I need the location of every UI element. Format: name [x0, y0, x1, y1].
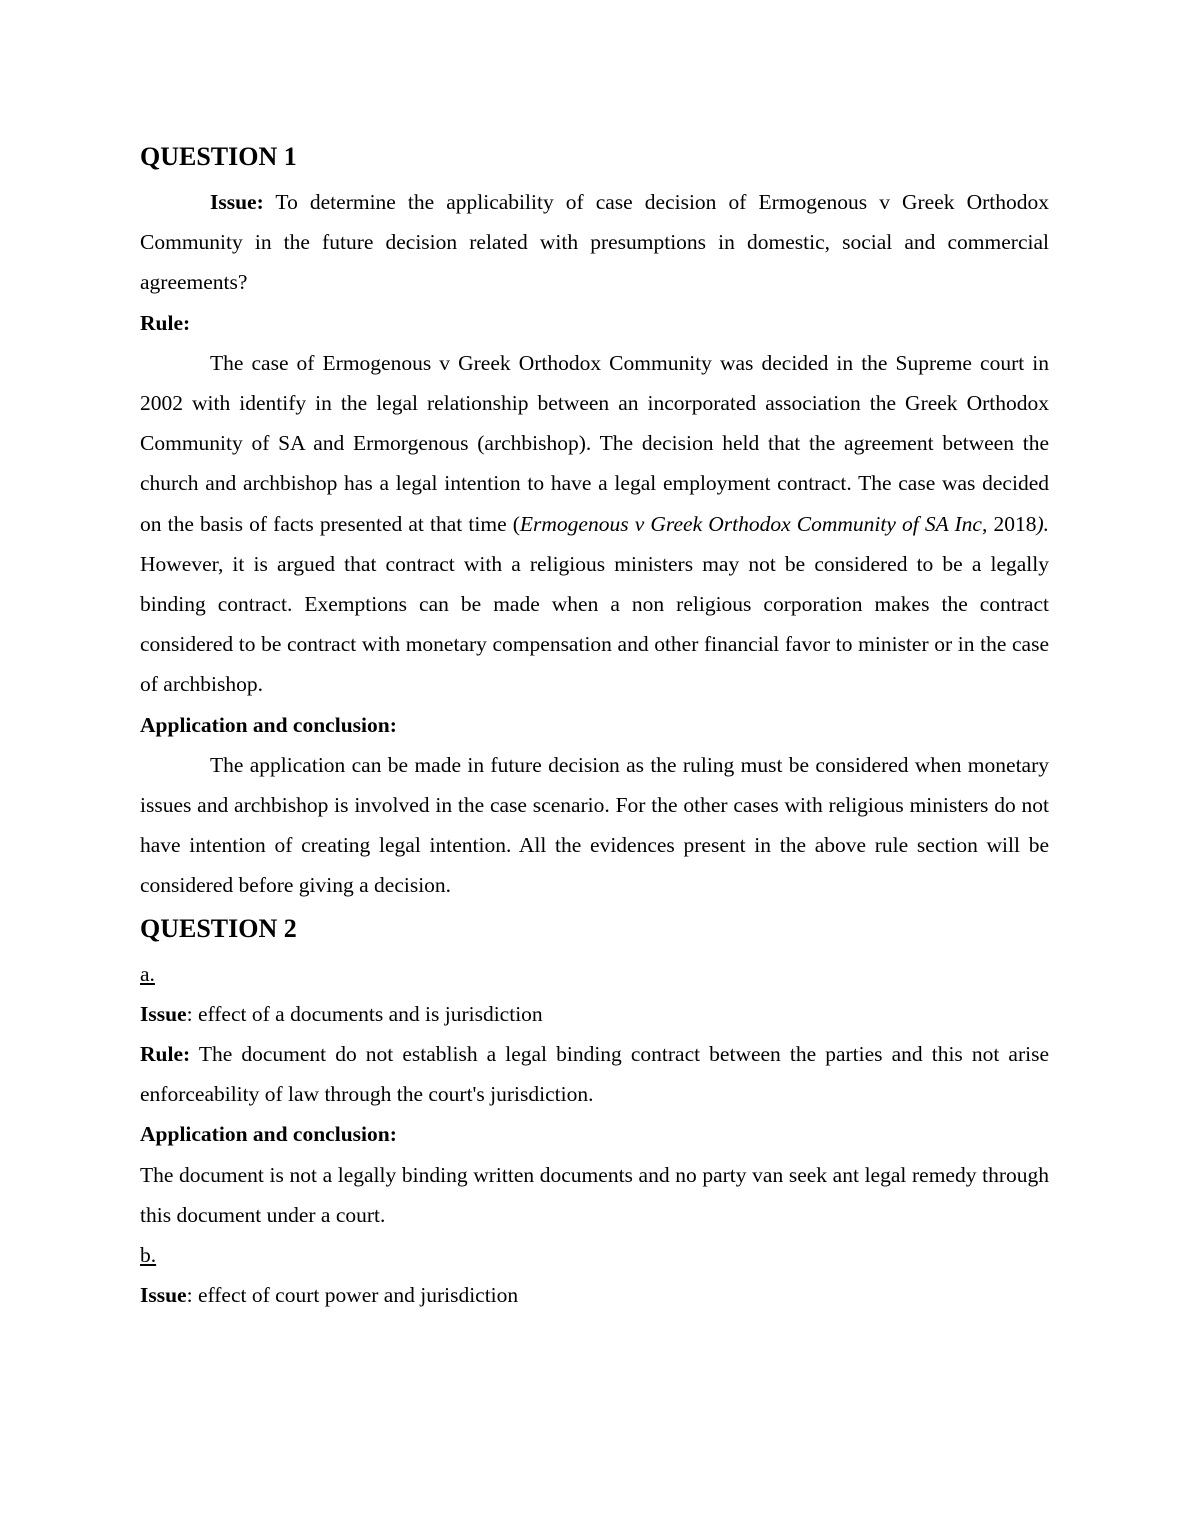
q1-issue-label: Issue: — [210, 190, 264, 214]
q1-issue-paragraph — [140, 182, 1049, 303]
q2-part-a-label: a. — [140, 961, 155, 986]
q1-rule-year: 2018 — [987, 511, 1037, 536]
q1-rule-text-2: However, it is argued that contract with a religious ministers may not be considered to be a legally binding contract. Exemptions can be made when a non religious corporation makes the contract considered to be contract with monetary compensation and other financial favor to minister or in the case of archbishop. — [140, 551, 1049, 697]
q2a-rule-paragraph — [140, 1034, 1049, 1114]
q2b-issue-label: Issue — [140, 1283, 187, 1308]
q2a-rule-text: The document do not establish a legal binding contract between the parties and this not arise enforceability of law through the court's jurisdiction. — [140, 1042, 1049, 1107]
q1-rule-close: ). — [1036, 511, 1049, 536]
q2b-issue-text: : effect of court power and jurisdiction — [186, 1283, 519, 1308]
q1-application-label: Application and conclusion: — [140, 712, 397, 737]
q2a-issue-label: Issue — [140, 1001, 187, 1026]
q1-rule-label: Rule: — [140, 310, 191, 335]
q2b-issue-paragraph — [140, 1275, 1049, 1315]
question-1-heading: QUESTION 1 — [140, 142, 297, 171]
q1-rule-text-1: The case of Ermogenous v Greek Orthodox Community was decided in the Supreme court in 2002 with identify in the legal relationship between an incorporated association the Greek Orthodox Community of SA and Ermorgenous (archbishop). The decision held that the agreement between the church and archbishop has a legal intention to have a legal employment contract. The case was decided on the basis of facts presented at that time ( — [140, 350, 1049, 536]
q1-rule-citation: Ermogenous v Greek Orthodox Community of SA Inc, — [519, 511, 988, 536]
q1-rule-paragraph — [140, 343, 1049, 705]
question-2-heading: QUESTION 2 — [140, 913, 297, 943]
q2a-rule-label: Rule: — [140, 1042, 191, 1067]
q1-issue-text: To determine the applicability of case decision of Ermogenous v Greek Orthodox Community in the future decision related with presumptions in domestic, social and commercial agreements? — [140, 190, 1049, 295]
q2a-application-paragraph: The document is not a legally binding written documents and no party van seek ant legal remedy through this document under a court. — [140, 1162, 1049, 1227]
q1-application-paragraph: The application can be made in future decision as the ruling must be considered when monetary issues and archbishop is involved in the case scenario. For the other cases with religious ministers do not have intention of creating legal intention. All the evidences present in the above rule section will be considered before giving a decision. — [140, 752, 1049, 898]
q2a-issue-paragraph — [140, 994, 1049, 1034]
q2-part-b-label: b. — [140, 1243, 157, 1268]
q2a-issue-text: : effect of a documents and is jurisdiction — [186, 1001, 543, 1026]
q2a-application-label: Application and conclusion: — [140, 1122, 397, 1147]
document-page — [140, 138, 1049, 1315]
